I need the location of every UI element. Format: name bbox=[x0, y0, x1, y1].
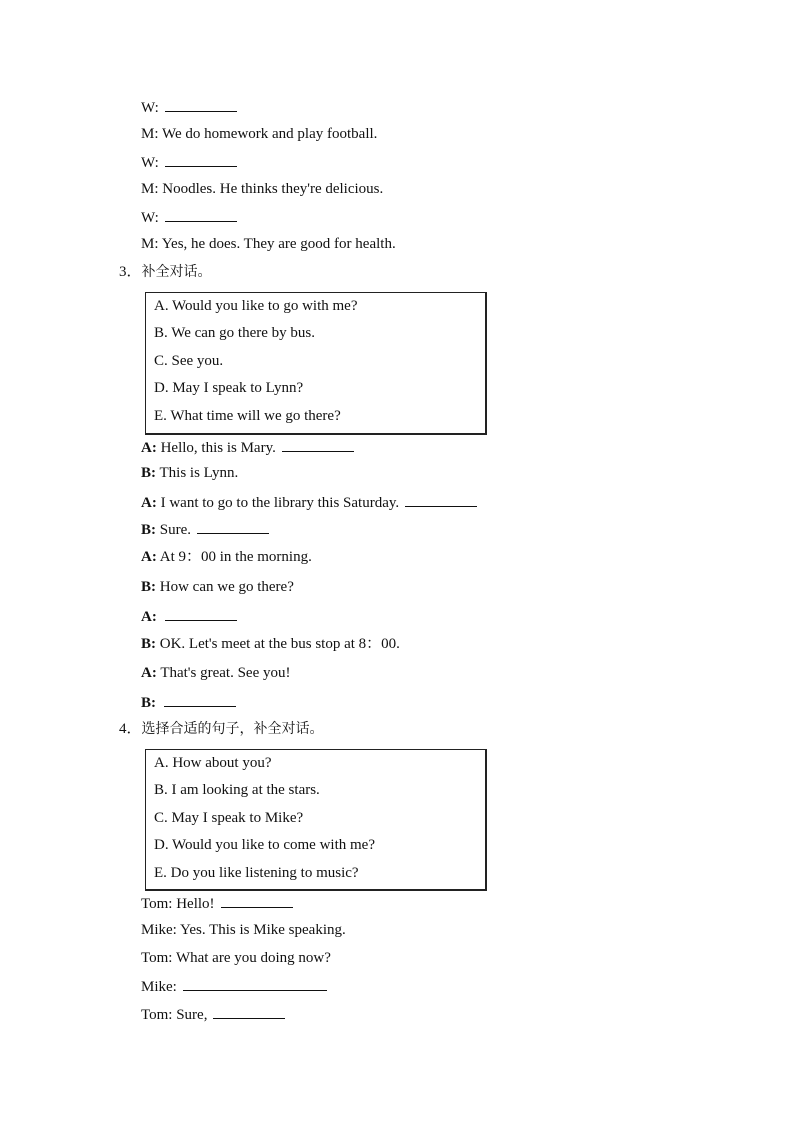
option-e: E. Do you like listening to music? bbox=[154, 865, 359, 881]
speaker-label: A: bbox=[141, 609, 157, 625]
dialogue-line bbox=[141, 491, 477, 511]
speaker-label: Tom: bbox=[141, 950, 173, 966]
dialogue-line bbox=[141, 577, 294, 597]
answer-blank[interactable] bbox=[165, 96, 237, 112]
dialogue-line bbox=[141, 234, 396, 254]
dialogue-text: At 9：00 in the morning. bbox=[159, 549, 312, 565]
dialogue-line bbox=[141, 892, 293, 912]
dialogue-text: OK. Let's meet at the bus stop at 8：00. bbox=[159, 636, 400, 652]
dialogue-text: This is Lynn. bbox=[159, 465, 239, 481]
speaker-label: B: bbox=[141, 636, 156, 652]
option-c: C. May I speak to Mike? bbox=[154, 810, 304, 826]
answer-blank[interactable] bbox=[165, 151, 237, 167]
answer-blank[interactable] bbox=[197, 518, 269, 534]
speaker-label: B: bbox=[141, 695, 156, 711]
dialogue-text: That's great. See you! bbox=[160, 665, 291, 681]
dialogue-text: Sure. bbox=[159, 522, 191, 538]
speaker-label: B: bbox=[141, 579, 156, 595]
speaker-label: M: bbox=[141, 181, 159, 197]
answer-blank[interactable] bbox=[213, 1003, 285, 1019]
dialogue-line bbox=[141, 436, 354, 456]
dialogue-text: We do homework and play football. bbox=[162, 126, 378, 142]
dialogue-line bbox=[141, 547, 312, 567]
dialogue-line bbox=[141, 96, 237, 116]
answer-blank[interactable] bbox=[183, 975, 327, 991]
dialogue-text: Yes, he does. They are good for health. bbox=[161, 236, 396, 252]
answer-blank[interactable] bbox=[165, 605, 237, 621]
dialogue-line bbox=[141, 463, 238, 483]
question-instruction: 补全对话。 bbox=[141, 264, 212, 280]
dialogue-line bbox=[141, 975, 327, 995]
dialogue-text: Noodles. He thinks they're delicious. bbox=[162, 181, 384, 197]
option-c: C. See you. bbox=[154, 353, 224, 369]
speaker-label: A: bbox=[141, 495, 157, 511]
answer-blank[interactable] bbox=[164, 691, 236, 707]
dialogue-line bbox=[141, 691, 236, 711]
answer-blank[interactable] bbox=[165, 206, 237, 222]
dialogue-text: How can we go there? bbox=[159, 579, 294, 595]
dialogue-line bbox=[141, 151, 237, 171]
option-e: E. What time will we go there? bbox=[154, 408, 341, 424]
dialogue-line bbox=[141, 663, 290, 683]
option-a: A. Would you like to go with me? bbox=[154, 298, 358, 314]
question-number: 4． bbox=[119, 721, 142, 737]
dialogue-line bbox=[141, 1003, 285, 1023]
dialogue-text: I want to go to the library this Saturday. bbox=[160, 495, 400, 511]
answer-blank[interactable] bbox=[282, 436, 354, 452]
speaker-label: B: bbox=[141, 465, 156, 481]
speaker-label: W: bbox=[141, 100, 159, 116]
speaker-label: Tom: bbox=[141, 1007, 173, 1023]
speaker-label: B: bbox=[141, 522, 156, 538]
dialogue-line bbox=[141, 518, 269, 538]
dialogue-line bbox=[141, 605, 237, 625]
speaker-label: A: bbox=[141, 665, 157, 681]
speaker-label: A: bbox=[141, 549, 157, 565]
speaker-label: W: bbox=[141, 210, 159, 226]
speaker-label: M: bbox=[141, 126, 159, 142]
dialogue-line bbox=[141, 920, 346, 940]
dialogue-text: What are you doing now? bbox=[175, 950, 331, 966]
answer-blank[interactable] bbox=[405, 491, 477, 507]
question-3-heading bbox=[119, 262, 212, 282]
options-box bbox=[145, 749, 487, 891]
dialogue-text: Hello, this is Mary. bbox=[160, 440, 276, 456]
options-box bbox=[145, 292, 487, 435]
dialogue-line bbox=[141, 634, 400, 654]
dialogue-line bbox=[141, 948, 331, 968]
option-b: B. I am looking at the stars. bbox=[154, 782, 320, 798]
option-b: B. We can go there by bus. bbox=[154, 325, 315, 341]
option-d: D. Would you like to come with me? bbox=[154, 837, 375, 853]
dialogue-line bbox=[141, 206, 237, 226]
speaker-label: Tom: bbox=[141, 896, 173, 912]
question-4-heading bbox=[119, 719, 324, 739]
answer-blank[interactable] bbox=[221, 892, 293, 908]
speaker-label: M: bbox=[141, 236, 159, 252]
speaker-label: A: bbox=[141, 440, 157, 456]
speaker-label: Mike: bbox=[141, 922, 177, 938]
dialogue-line bbox=[141, 179, 383, 199]
question-number: 3． bbox=[119, 264, 142, 280]
dialogue-text: Yes. This is Mike speaking. bbox=[180, 922, 346, 938]
question-instruction: 选择合适的句子，补全对话。 bbox=[141, 721, 324, 737]
option-d: D. May I speak to Lynn? bbox=[154, 380, 304, 396]
dialogue-line bbox=[141, 124, 377, 144]
option-a: A. How about you? bbox=[154, 755, 272, 771]
dialogue-text: Hello! bbox=[176, 896, 215, 912]
dialogue-text: Sure, bbox=[176, 1007, 208, 1023]
speaker-label: Mike: bbox=[141, 979, 177, 995]
speaker-label: W: bbox=[141, 155, 159, 171]
